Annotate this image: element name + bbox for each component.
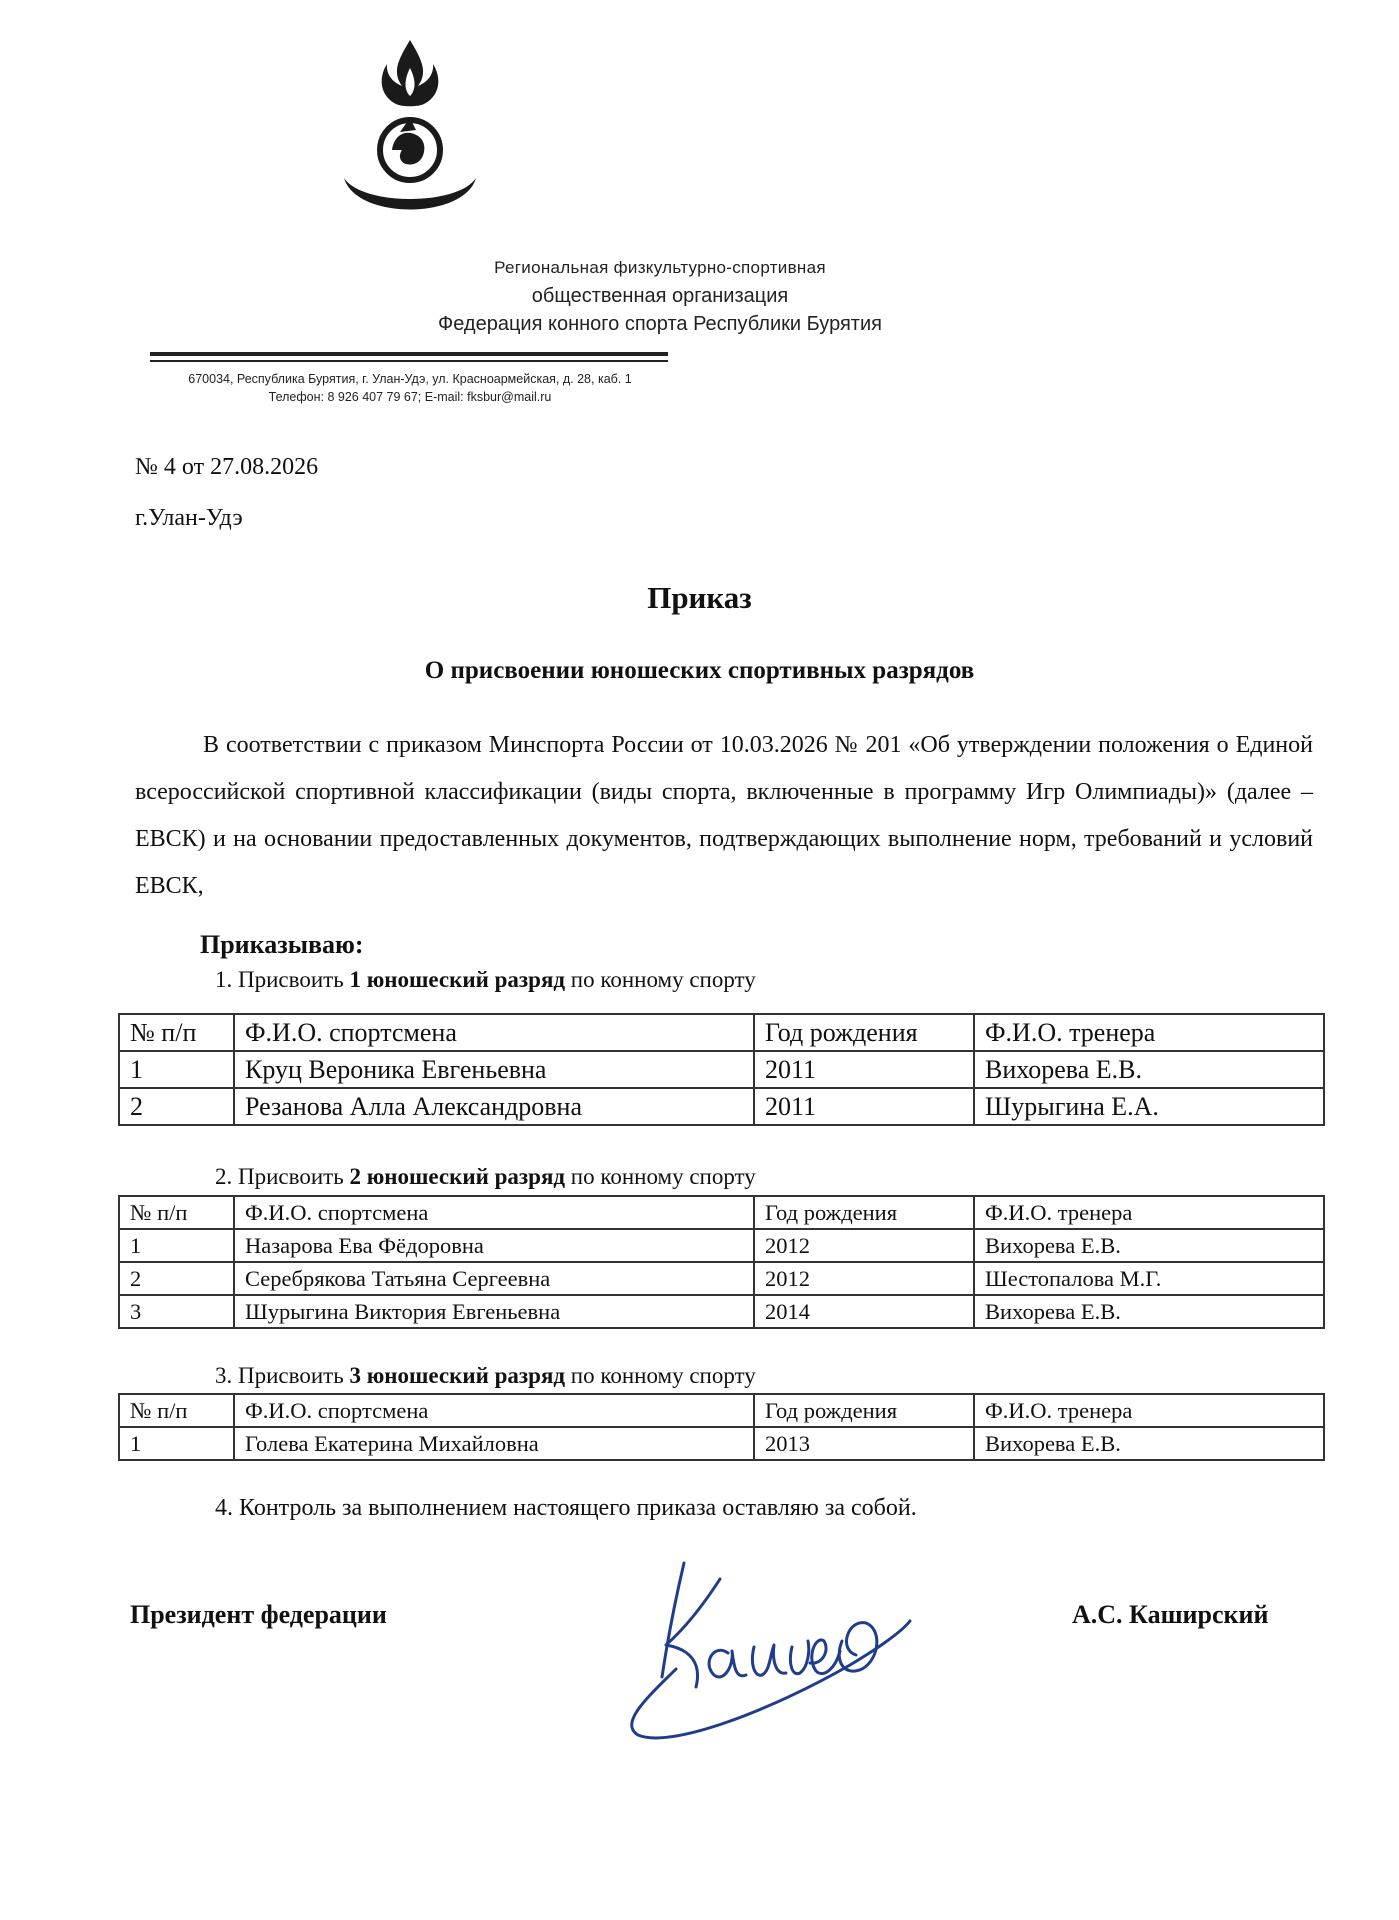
header-num: № п/п xyxy=(119,1196,234,1229)
letterhead-rule-thin xyxy=(150,360,668,362)
row-coach: Вихорева Е.В. xyxy=(974,1427,1324,1460)
org-address: 670034, Республика Бурятия, г. Улан-Удэ, ул. Красноармейская, д. 28, каб. 1 xyxy=(188,372,632,386)
header-name: Ф.И.О. спортсмена xyxy=(234,1394,754,1427)
handwritten-signature-icon xyxy=(610,1545,950,1745)
row-name: Шурыгина Виктория Евгеньевна xyxy=(234,1295,754,1328)
section-1-title xyxy=(215,967,756,993)
signatory-name: А.С. Каширский xyxy=(1072,1600,1269,1629)
document-subtitle: О присвоении юношеских спортивных разрядов xyxy=(424,657,975,684)
row-year: 2012 xyxy=(754,1262,974,1295)
section-2-prefix: 2. Присвоить xyxy=(215,1164,350,1189)
document-title: Приказ xyxy=(647,580,752,615)
row-coach: Вихорева Е.В. xyxy=(974,1229,1324,1262)
order-number: № 4 от 27.08.2026 xyxy=(135,454,319,480)
section-3-table xyxy=(118,1393,1325,1461)
row-coach: Шестопалова М.Г. xyxy=(974,1262,1324,1295)
table-header-row xyxy=(119,1394,1324,1427)
org-contacts: Телефон: 8 926 407 79 67; E-mail: fksbur@mail.ru xyxy=(268,390,552,404)
row-name: Резанова Алла Александровна xyxy=(234,1088,754,1125)
header-num: № п/п xyxy=(119,1394,234,1427)
row-coach: Вихорева Е.В. xyxy=(974,1295,1324,1328)
row-year: 2014 xyxy=(754,1295,974,1328)
row-num: 1 xyxy=(119,1051,234,1088)
row-year: 2012 xyxy=(754,1229,974,1262)
row-num: 3 xyxy=(119,1295,234,1328)
header-birth-year: Год рождения xyxy=(754,1014,974,1051)
row-year: 2011 xyxy=(754,1088,974,1125)
header-coach: Ф.И.О. тренера xyxy=(974,1196,1324,1229)
table-row xyxy=(119,1229,1324,1262)
flame-horse-emblem-icon xyxy=(340,38,480,228)
header-coach: Ф.И.О. тренера xyxy=(974,1014,1324,1051)
section-1-rank: 1 юношеский разряд xyxy=(349,967,566,992)
section-2-suffix: по конному спорту xyxy=(565,1164,756,1189)
control-clause: 4. Контроль за выполнением настоящего приказа оставляю за собой. xyxy=(215,1495,917,1521)
org-name-line3: Федерация конного спорта Республики Бурятия xyxy=(438,313,882,335)
table-row xyxy=(119,1262,1324,1295)
table-row xyxy=(119,1088,1324,1125)
header-num: № п/п xyxy=(119,1014,234,1051)
section-3-title xyxy=(215,1363,756,1389)
order-city: г.Улан-Удэ xyxy=(135,505,243,531)
section-3-suffix: по конному спорту xyxy=(565,1363,756,1388)
letterhead-rule-thick xyxy=(150,352,668,356)
table-header-row xyxy=(119,1196,1324,1229)
row-coach: Вихорева Е.В. xyxy=(974,1051,1324,1088)
header-birth-year: Год рождения xyxy=(754,1394,974,1427)
table-row xyxy=(119,1295,1324,1328)
row-name: Голева Екатерина Михайловна xyxy=(234,1427,754,1460)
header-coach: Ф.И.О. тренера xyxy=(974,1394,1324,1427)
section-2-title xyxy=(215,1164,756,1190)
table-header-row xyxy=(119,1014,1324,1051)
section-1-prefix: 1. Присвоить xyxy=(215,967,350,992)
row-coach: Шурыгина Е.А. xyxy=(974,1088,1324,1125)
row-year: 2013 xyxy=(754,1427,974,1460)
row-name: Серебрякова Татьяна Сергеевна xyxy=(234,1262,754,1295)
header-name: Ф.И.О. спортсмена xyxy=(234,1196,754,1229)
table-row xyxy=(119,1427,1324,1460)
header-name: Ф.И.О. спортсмена xyxy=(234,1014,754,1051)
section-3-rank: 3 юношеский разряд xyxy=(349,1363,566,1388)
section-1-suffix: по конному спорту xyxy=(565,967,756,992)
row-name: Круц Вероника Евгеньевна xyxy=(234,1051,754,1088)
row-name: Назарова Ева Фёдоровна xyxy=(234,1229,754,1262)
signatory-role: Президент федерации xyxy=(130,1600,387,1629)
row-num: 1 xyxy=(119,1427,234,1460)
row-num: 2 xyxy=(119,1088,234,1125)
section-3-prefix: 3. Присвоить xyxy=(215,1363,350,1388)
org-name-line2: общественная организация xyxy=(531,285,789,307)
decree-word: Приказываю: xyxy=(200,930,364,959)
org-name-line1: Региональная физкультурно-спортивная xyxy=(494,258,826,277)
section-1-table xyxy=(118,1013,1325,1126)
section-2-rank: 2 юношеский разряд xyxy=(349,1164,566,1189)
section-2-table xyxy=(118,1195,1325,1329)
row-num: 2 xyxy=(119,1262,234,1295)
header-birth-year: Год рождения xyxy=(754,1196,974,1229)
preamble-paragraph: В соответствии с приказом Минспорта России от 10.03.2026 № 201 «Об утверждении положения о Единой всероссийской спортивной классификации (виды спорта, включенные в программу Игр Олимпиады)» (далее – ЕВСК) и на основании предоставленных документов, подтверждающих выполнение норм, требований и условий ЕВСК, xyxy=(135,732,1313,899)
row-year: 2011 xyxy=(754,1051,974,1088)
row-num: 1 xyxy=(119,1229,234,1262)
table-row xyxy=(119,1051,1324,1088)
